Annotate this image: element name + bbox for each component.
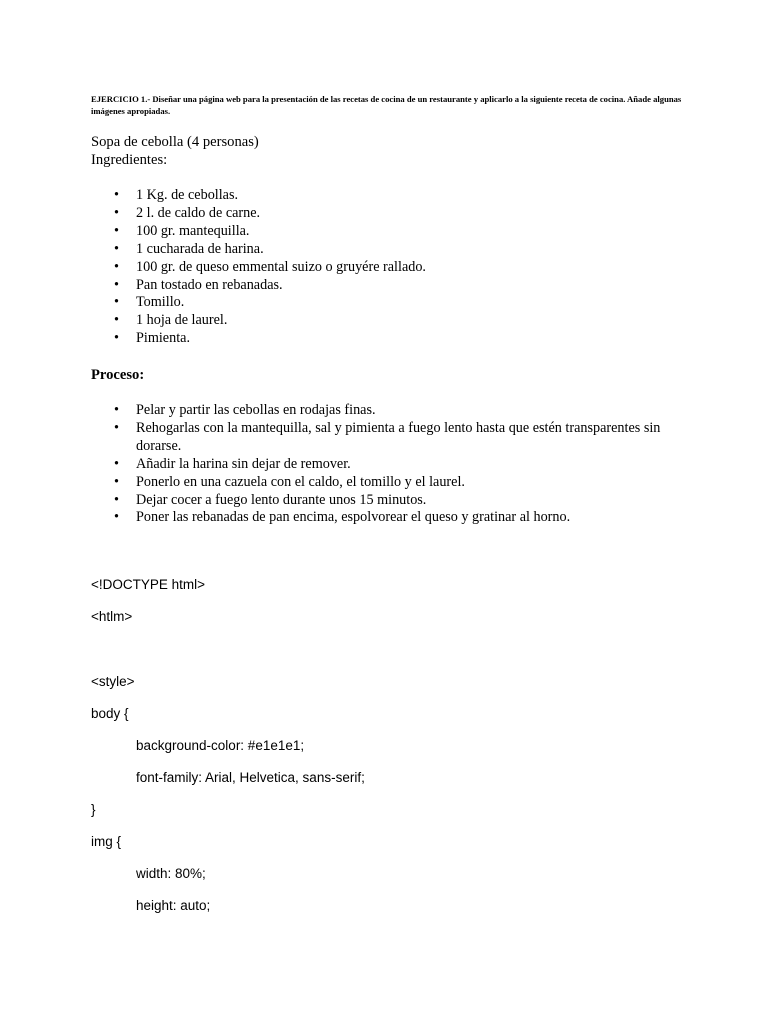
code-line: } <box>91 802 96 817</box>
list-item <box>114 277 426 295</box>
list-item <box>114 509 674 527</box>
list-item <box>114 187 426 205</box>
list-item <box>114 223 426 241</box>
bullet-icon: • <box>114 258 119 275</box>
list-item <box>114 259 426 277</box>
list-item <box>114 456 674 474</box>
list-item <box>114 474 674 492</box>
list-item <box>114 402 674 420</box>
ingredient-text: 1 hoja de laurel. <box>136 312 228 329</box>
ingredient-text: 1 Kg. de cebollas. <box>136 187 239 203</box>
process-step-text: Poner las rebanadas de pan encima, espolvorear el queso y gratinar al horno. <box>136 509 571 526</box>
process-list <box>114 402 674 527</box>
code-line: font-family: Arial, Helvetica, sans-serif; <box>136 770 365 785</box>
bullet-icon: • <box>114 473 119 490</box>
ingredient-text: Pan tostado en rebanadas. <box>136 276 283 293</box>
process-step-text: Rehogarlas con la mantequilla, sal y pimienta a fuego lento hasta que estén transparentes sin dorarse. <box>136 419 661 454</box>
ingredient-text: 100 gr. de queso emmental suizo o gruyére rallado. <box>136 258 426 275</box>
bullet-icon: • <box>114 419 119 436</box>
process-step-text: Dejar cocer a fuego lento durante unos 15 minutos. <box>136 491 427 508</box>
list-item <box>114 492 674 510</box>
code-line: <htlm> <box>91 609 133 624</box>
code-line: img { <box>91 834 122 849</box>
ingredient-text: 100 gr. mantequilla. <box>136 222 250 239</box>
recipe-title: Sopa de cebolla (4 personas) <box>91 134 259 150</box>
list-item <box>114 312 426 330</box>
bullet-icon: • <box>114 330 119 347</box>
list-item <box>114 420 674 456</box>
list-item <box>114 205 426 223</box>
code-line: background-color: #e1e1e1; <box>136 738 305 753</box>
bullet-icon: • <box>114 491 119 508</box>
bullet-icon: • <box>114 294 119 311</box>
bullet-icon: • <box>114 204 119 221</box>
ingredient-text: Pimienta. <box>136 330 190 347</box>
process-step-text: Añadir la harina sin dejar de remover. <box>136 455 351 472</box>
code-line: width: 80%; <box>136 866 206 881</box>
bullet-icon: • <box>114 187 119 203</box>
bullet-icon: • <box>114 222 119 239</box>
ingredient-text: 1 cucharada de harina. <box>136 240 264 257</box>
ingredients-label: Ingredientes: <box>91 152 168 168</box>
bullet-icon: • <box>114 509 119 526</box>
code-line: body { <box>91 706 129 721</box>
bullet-icon: • <box>114 455 119 472</box>
ingredient-text: Tomillo. <box>136 294 185 311</box>
ingredients-list <box>114 187 426 348</box>
list-item <box>114 241 426 259</box>
bullet-icon: • <box>114 240 119 257</box>
list-item <box>114 330 426 348</box>
bullet-icon: • <box>114 312 119 329</box>
process-label: Proceso: <box>91 367 145 383</box>
ingredient-text: 2 l. de caldo de carne. <box>136 204 261 221</box>
bullet-icon: • <box>114 276 119 293</box>
process-step-text: Ponerlo en una cazuela con el caldo, el tomillo y el laurel. <box>136 473 465 490</box>
code-line: <style> <box>91 674 135 689</box>
exercise-header: EJERCICIO 1.- Diseñar una página web para la presentación de las recetas de cocina de un restaurante y aplicarlo a la siguiente receta de cocina. Añade algunas imágenes apropiadas. <box>91 94 682 116</box>
bullet-icon: • <box>114 402 119 418</box>
list-item <box>114 294 426 312</box>
code-line: height: auto; <box>136 898 211 913</box>
code-line: <!DOCTYPE html> <box>91 577 206 592</box>
process-step-text: Pelar y partir las cebollas en rodajas finas. <box>136 402 376 418</box>
